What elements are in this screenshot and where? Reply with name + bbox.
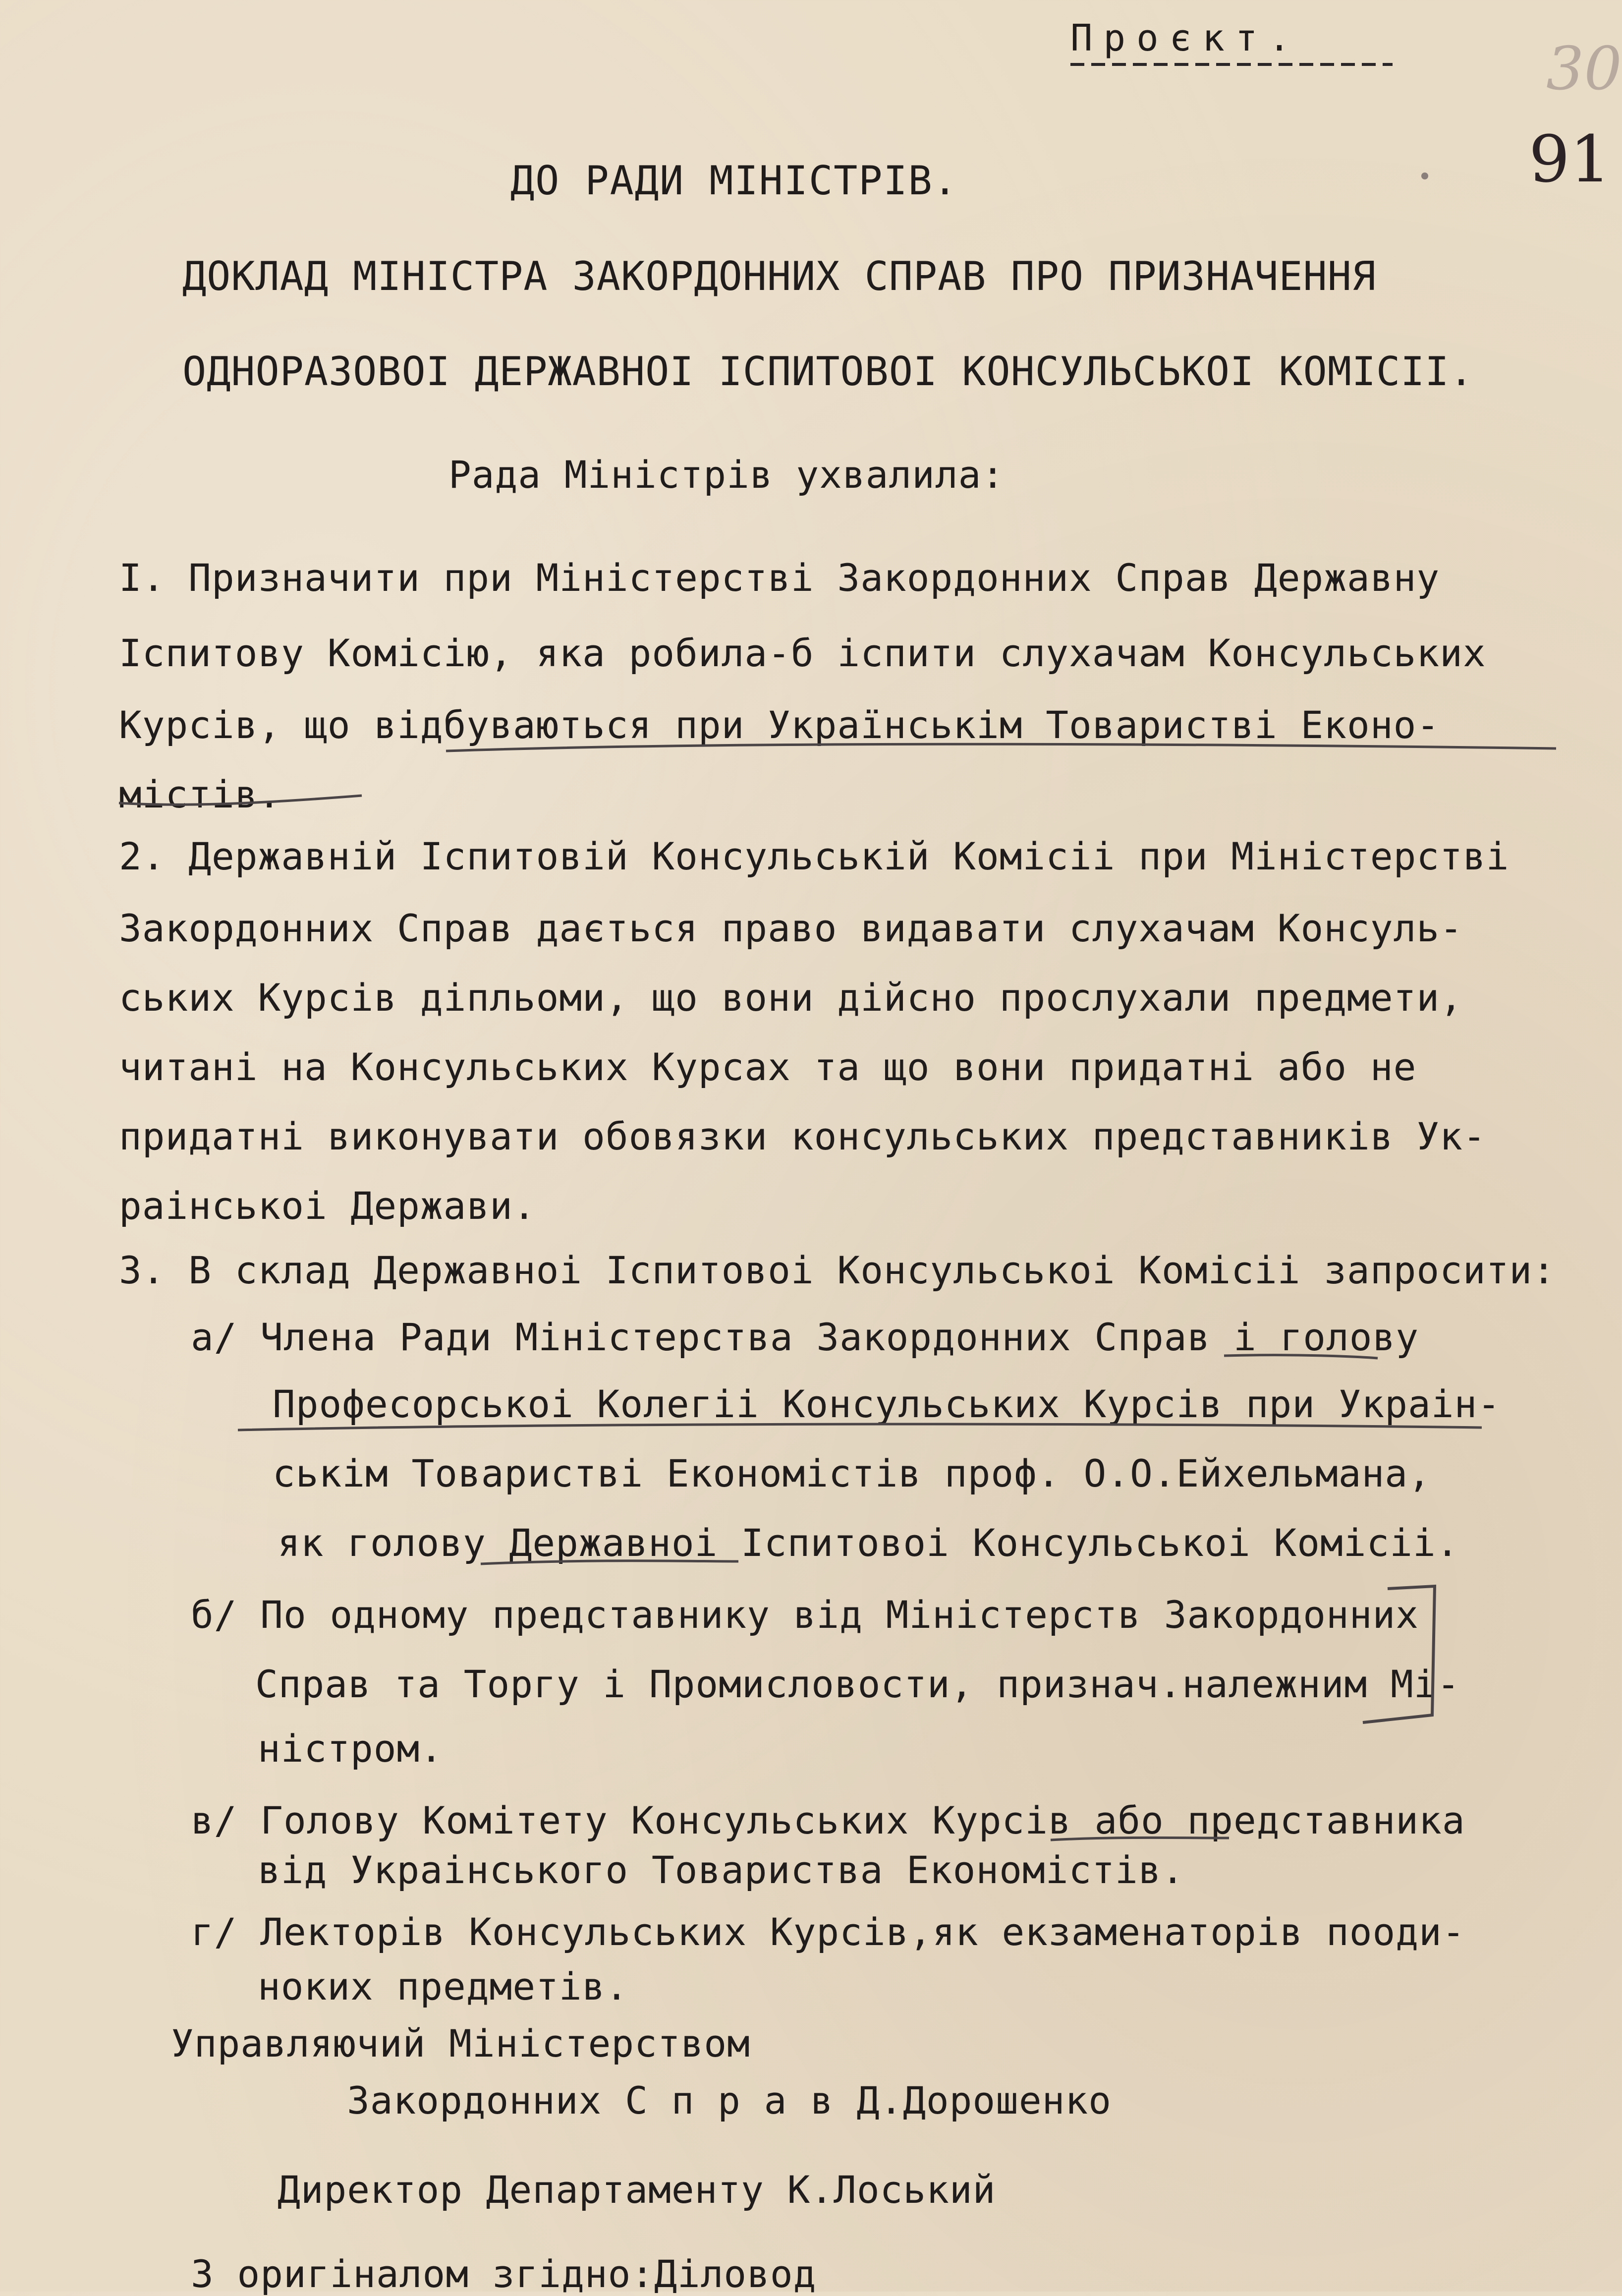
- item-2-line-3: ських Курсів діпльоми, що вони дійсно прослухали предмети,: [119, 976, 1463, 1020]
- signature-title-1: Управляючий Міністерством: [171, 2021, 750, 2066]
- item-2-line-1: 2. Державній Іспитовій Консульській Комісіі при Міністерстві: [119, 834, 1510, 878]
- item-3g-line-1: г/ Лекторів Консульських Курсів,як екзаменаторів пооди-: [191, 1910, 1465, 1954]
- item-3a-line-1: а/ Члена Ради Міністерства Закордонних Справ і голову: [191, 1315, 1419, 1359]
- item-3a-line-2: Професорськоі Колегіі Консульських Курсів при Украін-: [273, 1382, 1501, 1426]
- draft-stamp: Проєкт.: [1070, 17, 1301, 59]
- item-3-intro: 3. В склад Державноі Іспитовоі Консульськоі Комісіі запросити:: [119, 1248, 1556, 1292]
- item-2-line-4: читані на Консульських Курсах та що вони придатні або не: [119, 1045, 1417, 1089]
- certification-line: З оригіналом згідно:Діловод: [191, 2252, 817, 2296]
- item-1-line-1: І. Призначити при Міністерстві Закордонних Справ Державну: [119, 556, 1440, 600]
- addressee: ДО РАДИ МІНІСТРІВ.: [510, 158, 958, 204]
- folio-number: 91: [1529, 121, 1611, 197]
- item-3v-line-1: в/ Голову Комітету Консульських Курсів або представника: [191, 1798, 1465, 1842]
- report-title-line-2: ОДНОРАЗОВОІ ДЕРЖАВНОІ ІСПИТОВОІ КОНСУЛЬСЬКОІ КОМІСІІ.: [182, 348, 1474, 395]
- item-2-line-6: раінськоі Держави.: [119, 1184, 536, 1228]
- resolution-phrase: Рада Міністрів ухвалила:: [448, 453, 1005, 497]
- item-3v-line-2: від Украінського Товариства Економістів.: [258, 1848, 1185, 1892]
- item-3b-line-1: б/ По одному представнику від Міністерств Закордонних: [191, 1593, 1419, 1637]
- ink-dot: [1421, 172, 1428, 179]
- item-2-line-2: Закордонних Справ дається право видавати слухачам Консуль-: [119, 906, 1463, 950]
- item-1-line-2: Іспитову Комісію, яка робила-б іспити слухачам Консульських: [119, 631, 1486, 675]
- item-3a-line-3: ськім Товаристві Економістів проф. О.О.Ейхельмана,: [273, 1451, 1431, 1495]
- item-3b-line-3: ністром.: [258, 1726, 444, 1771]
- item-2-line-5: придатні виконувати обовязки консульських представників Ук-: [119, 1114, 1486, 1158]
- signature-line-1: Закордонних С п р а в Д.Дорошенко: [347, 2078, 1112, 2123]
- item-3b-line-2: Справ та Торгу і Промисловости, признач.належним Мі-: [255, 1662, 1460, 1706]
- report-title-line-1: ДОКЛАД МІНІСТРА ЗАКОРДОННИХ СПРАВ ПРО ПРИЗНАЧЕННЯ: [182, 253, 1377, 299]
- signature-line-2: Директор Департаменту К.Лоський: [278, 2168, 996, 2212]
- item-3a-line-4: як голову Державноі Іспитовоі Консульськоі Комісіі.: [278, 1521, 1459, 1565]
- item-1-line-3: Курсів, що відбуваються при Українськім Товаристві Еконо-: [119, 703, 1440, 747]
- item-1-line-4: містів.: [119, 772, 281, 816]
- item-3g-line-2: ноких предметів.: [258, 1964, 629, 2009]
- faint-archive-number: 30: [1546, 35, 1622, 104]
